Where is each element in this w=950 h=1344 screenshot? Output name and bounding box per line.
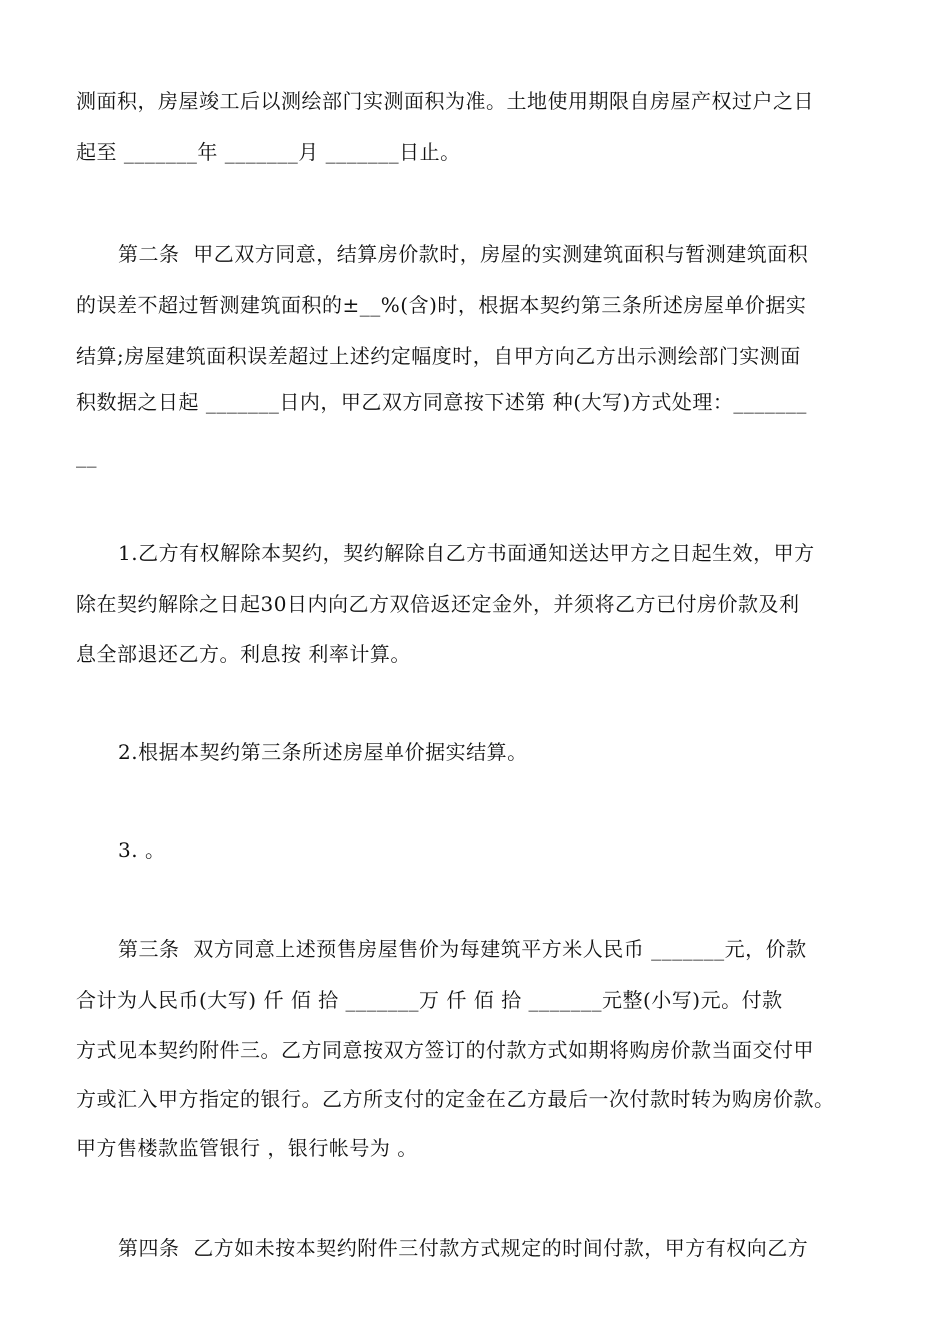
text-line: 积数据之日起 _______日内，甲乙双方同意按下述第 种(大写)方式处理：_______ [76,390,807,414]
text-line: 甲方售楼款监管银行 ，银行帐号为 。 [76,1136,418,1160]
text-line: 方式见本契约附件三。乙方同意按双方签订的付款方式如期将购房价款当面交付甲 [76,1038,814,1062]
text-line: 方或汇入甲方指定的银行。乙方所支付的定金在乙方最后一次付款时转为购房价款。 [76,1087,835,1111]
text-line: 除在契约解除之日起30日内向乙方双倍返还定金外，并须将乙方已付房价款及利 [76,592,800,616]
option-1-line: 1.乙方有权解除本契约，契约解除自乙方书面通知送达甲方之日起生效，甲方 [118,541,815,565]
text-line: 结算;房屋建筑面积误差超过上述约定幅度时，自甲方向乙方出示测绘部门实测面 [76,344,801,368]
text-line: 起至 _______年 _______月 _______日止。 [76,140,461,164]
text-line: 的误差不超过暂测建筑面积的±__%(含)时，根据本契约第三条所述房屋单价据实 [76,293,807,317]
option-2-line: 2.根据本契约第三条所述房屋单价据实结算。 [118,740,528,764]
option-3-line: 3. 。 [118,838,166,862]
article-2-heading-line: 第二条 甲乙双方同意，结算房价款时，房屋的实测建筑面积与暂测建筑面积 [118,242,809,266]
text-line: 合计为人民币(大写) 仟 佰 拾 _______万 仟 佰 拾 _______元整(小写)元。付款 [76,988,783,1012]
text-line: 息全部退还乙方。利息按 利率计算。 [76,642,411,666]
article-3-heading-line: 第三条 双方同意上述预售房屋售价为每建筑平方米人民币 _______元，价款 [118,937,807,961]
text-line: 测面积，房屋竣工后以测绘部门实测面积为准。土地使用期限自房屋产权过户之日 [76,89,814,113]
text-line: __ [76,444,97,468]
article-4-heading-line: 第四条 乙方如未按本契约附件三付款方式规定的时间付款，甲方有权向乙方 [118,1236,809,1260]
